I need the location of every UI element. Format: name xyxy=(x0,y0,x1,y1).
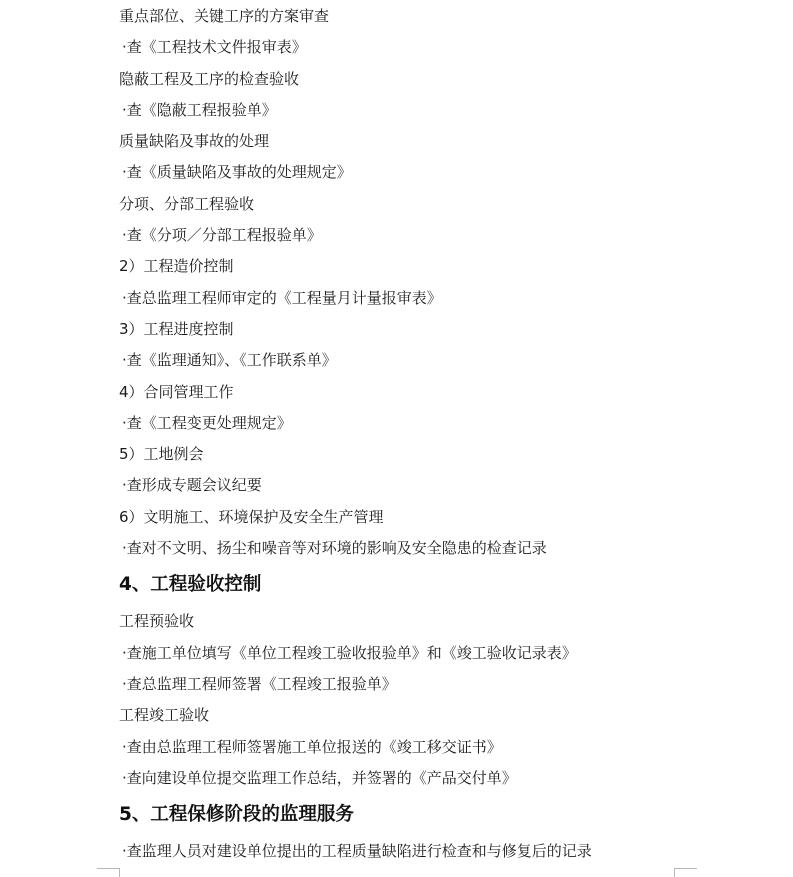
bullet-line: ·查由总监理工程师签署施工单位报送的《竣工移交证书》 xyxy=(122,737,502,756)
section-heading: 5、工程保修阶段的监理服务 xyxy=(119,804,354,826)
bullet-line: ·查施工单位填写《单位工程竣工验收报验单》和《竣工验收记录表》 xyxy=(122,643,577,662)
bullet-line: ·查形成专题会议纪要 xyxy=(122,476,262,495)
page-corner-mark-right xyxy=(674,868,697,877)
page-corner-mark-left xyxy=(97,868,120,877)
paragraph-line: 4）合同管理工作 xyxy=(119,382,234,401)
bullet-line: ·查《分项／分部工程报验单》 xyxy=(122,226,322,245)
paragraph-line: 工程竣工验收 xyxy=(119,706,210,725)
bullet-line: ·查《质量缺陷及事故的处理规定》 xyxy=(122,163,352,182)
paragraph-line: 2）工程造价控制 xyxy=(119,257,234,276)
bullet-line: ·查总监理工程师签署《工程竣工报验单》 xyxy=(122,674,397,693)
paragraph-line: 工程预验收 xyxy=(119,612,195,631)
bullet-line: ·查总监理工程师审定的《工程量月计量报审表》 xyxy=(122,288,442,307)
bullet-line: ·查向建设单位提交监理工作总结，并签署的《产品交付单》 xyxy=(122,768,517,787)
paragraph-line: 隐蔽工程及工序的检查验收 xyxy=(119,69,300,88)
bullet-line: ·查对不文明、扬尘和噪音等对环境的影响及安全隐患的检查记录 xyxy=(122,539,547,558)
paragraph-line: 6）文明施工、环境保护及安全生产管理 xyxy=(119,507,384,526)
bullet-line: ·查监理人员对建设单位提出的工程质量缺陷进行检查和与修复后的记录 xyxy=(122,842,592,861)
paragraph-line: 5）工地例会 xyxy=(119,445,204,464)
paragraph-line: 质量缺陷及事故的处理 xyxy=(119,132,270,151)
document-body xyxy=(119,1,759,867)
bullet-line: ·查《监理通知》、《工作联系单》 xyxy=(122,351,337,370)
paragraph-line: 重点部位、关键工序的方案审查 xyxy=(119,7,330,25)
bullet-line: ·查《隐蔽工程报验单》 xyxy=(122,100,277,119)
bullet-line: ·查《工程技术文件报审表》 xyxy=(122,38,307,57)
section-heading: 4、工程验收控制 xyxy=(119,574,262,596)
bullet-line: ·查《工程变更处理规定》 xyxy=(122,413,292,432)
paragraph-line: 3）工程进度控制 xyxy=(119,319,234,338)
paragraph-line: 分项、分部工程验收 xyxy=(119,194,255,213)
